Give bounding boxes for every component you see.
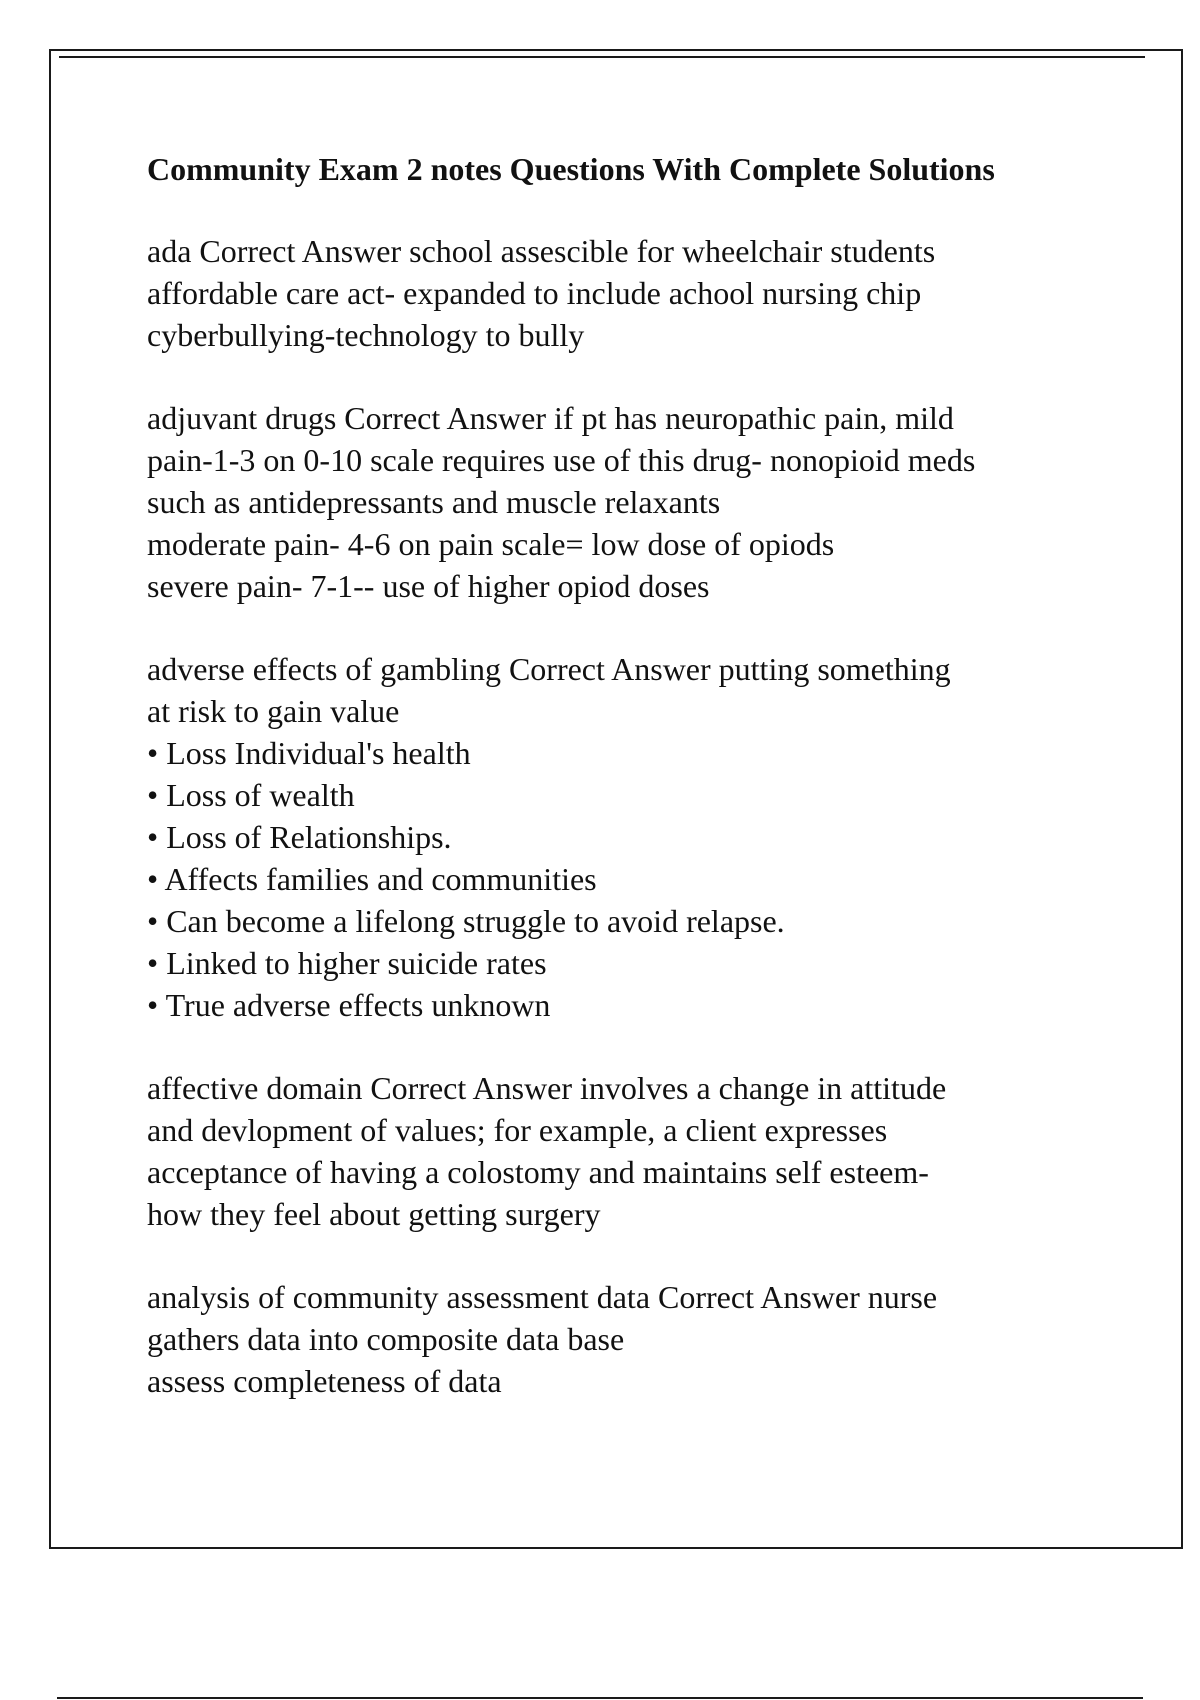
entry-affective-domain <box>147 1067 1147 1235</box>
entry-line: affordable care act- expanded to include achool nursing chip <box>147 275 922 311</box>
entry-line: assess completeness of data <box>147 1363 502 1399</box>
entry-line: and devlopment of values; for example, a client expresses <box>147 1112 888 1148</box>
entry-line: analysis of community assessment data Correct Answer nurse <box>147 1279 938 1315</box>
entry-line: how they feel about getting surgery <box>147 1196 601 1232</box>
entry-line: moderate pain- 4-6 on pain scale= low dose of opiods <box>147 526 835 562</box>
entry-line: pain-1-3 on 0-10 scale requires use of this drug- nonopioid meds <box>147 442 976 478</box>
page-frame <box>49 49 1183 1549</box>
document-title: Community Exam 2 notes Questions With Complete Solutions <box>147 151 995 187</box>
bullet-item: • Affects families and communities <box>147 858 1147 900</box>
entry-line: gathers data into composite data base <box>147 1321 625 1357</box>
bullet-item: • Loss Individual's health <box>147 732 1147 774</box>
entry-adjuvant-drugs <box>147 397 1147 607</box>
bullet-item: • Can become a lifelong struggle to avoid relapse. <box>147 900 1147 942</box>
entry-line: such as antidepressants and muscle relaxants <box>147 484 721 520</box>
document-content <box>147 148 1147 1443</box>
bullet-item: • Loss of wealth <box>147 774 1147 816</box>
entry-line: affective domain Correct Answer involves a change in attitude <box>147 1070 947 1106</box>
entry-line: adverse effects of gambling Correct Answer putting something <box>147 651 951 687</box>
entry-line: at risk to gain value <box>147 693 400 729</box>
entry-adverse-effects-of-gambling <box>147 648 1147 1026</box>
bullet-item: • Loss of Relationships. <box>147 816 1147 858</box>
top-rule <box>59 56 1145 58</box>
entry-analysis-of-community-assessment-data <box>147 1276 1147 1402</box>
bullet-item: • Linked to higher suicide rates <box>147 942 1147 984</box>
entry-line: severe pain- 7-1-- use of higher opiod doses <box>147 568 710 604</box>
entry-line: adjuvant drugs Correct Answer if pt has neuropathic pain, mild <box>147 400 954 436</box>
entry-line: acceptance of having a colostomy and maintains self esteem- <box>147 1154 929 1190</box>
bottom-rule <box>57 1697 1143 1699</box>
entry-line: ada Correct Answer school assescible for wheelchair students <box>147 233 936 269</box>
entry-ada <box>147 230 1147 356</box>
bullet-item: • True adverse effects unknown <box>147 984 1147 1026</box>
entry-line: cyberbullying-technology to bully <box>147 317 585 353</box>
